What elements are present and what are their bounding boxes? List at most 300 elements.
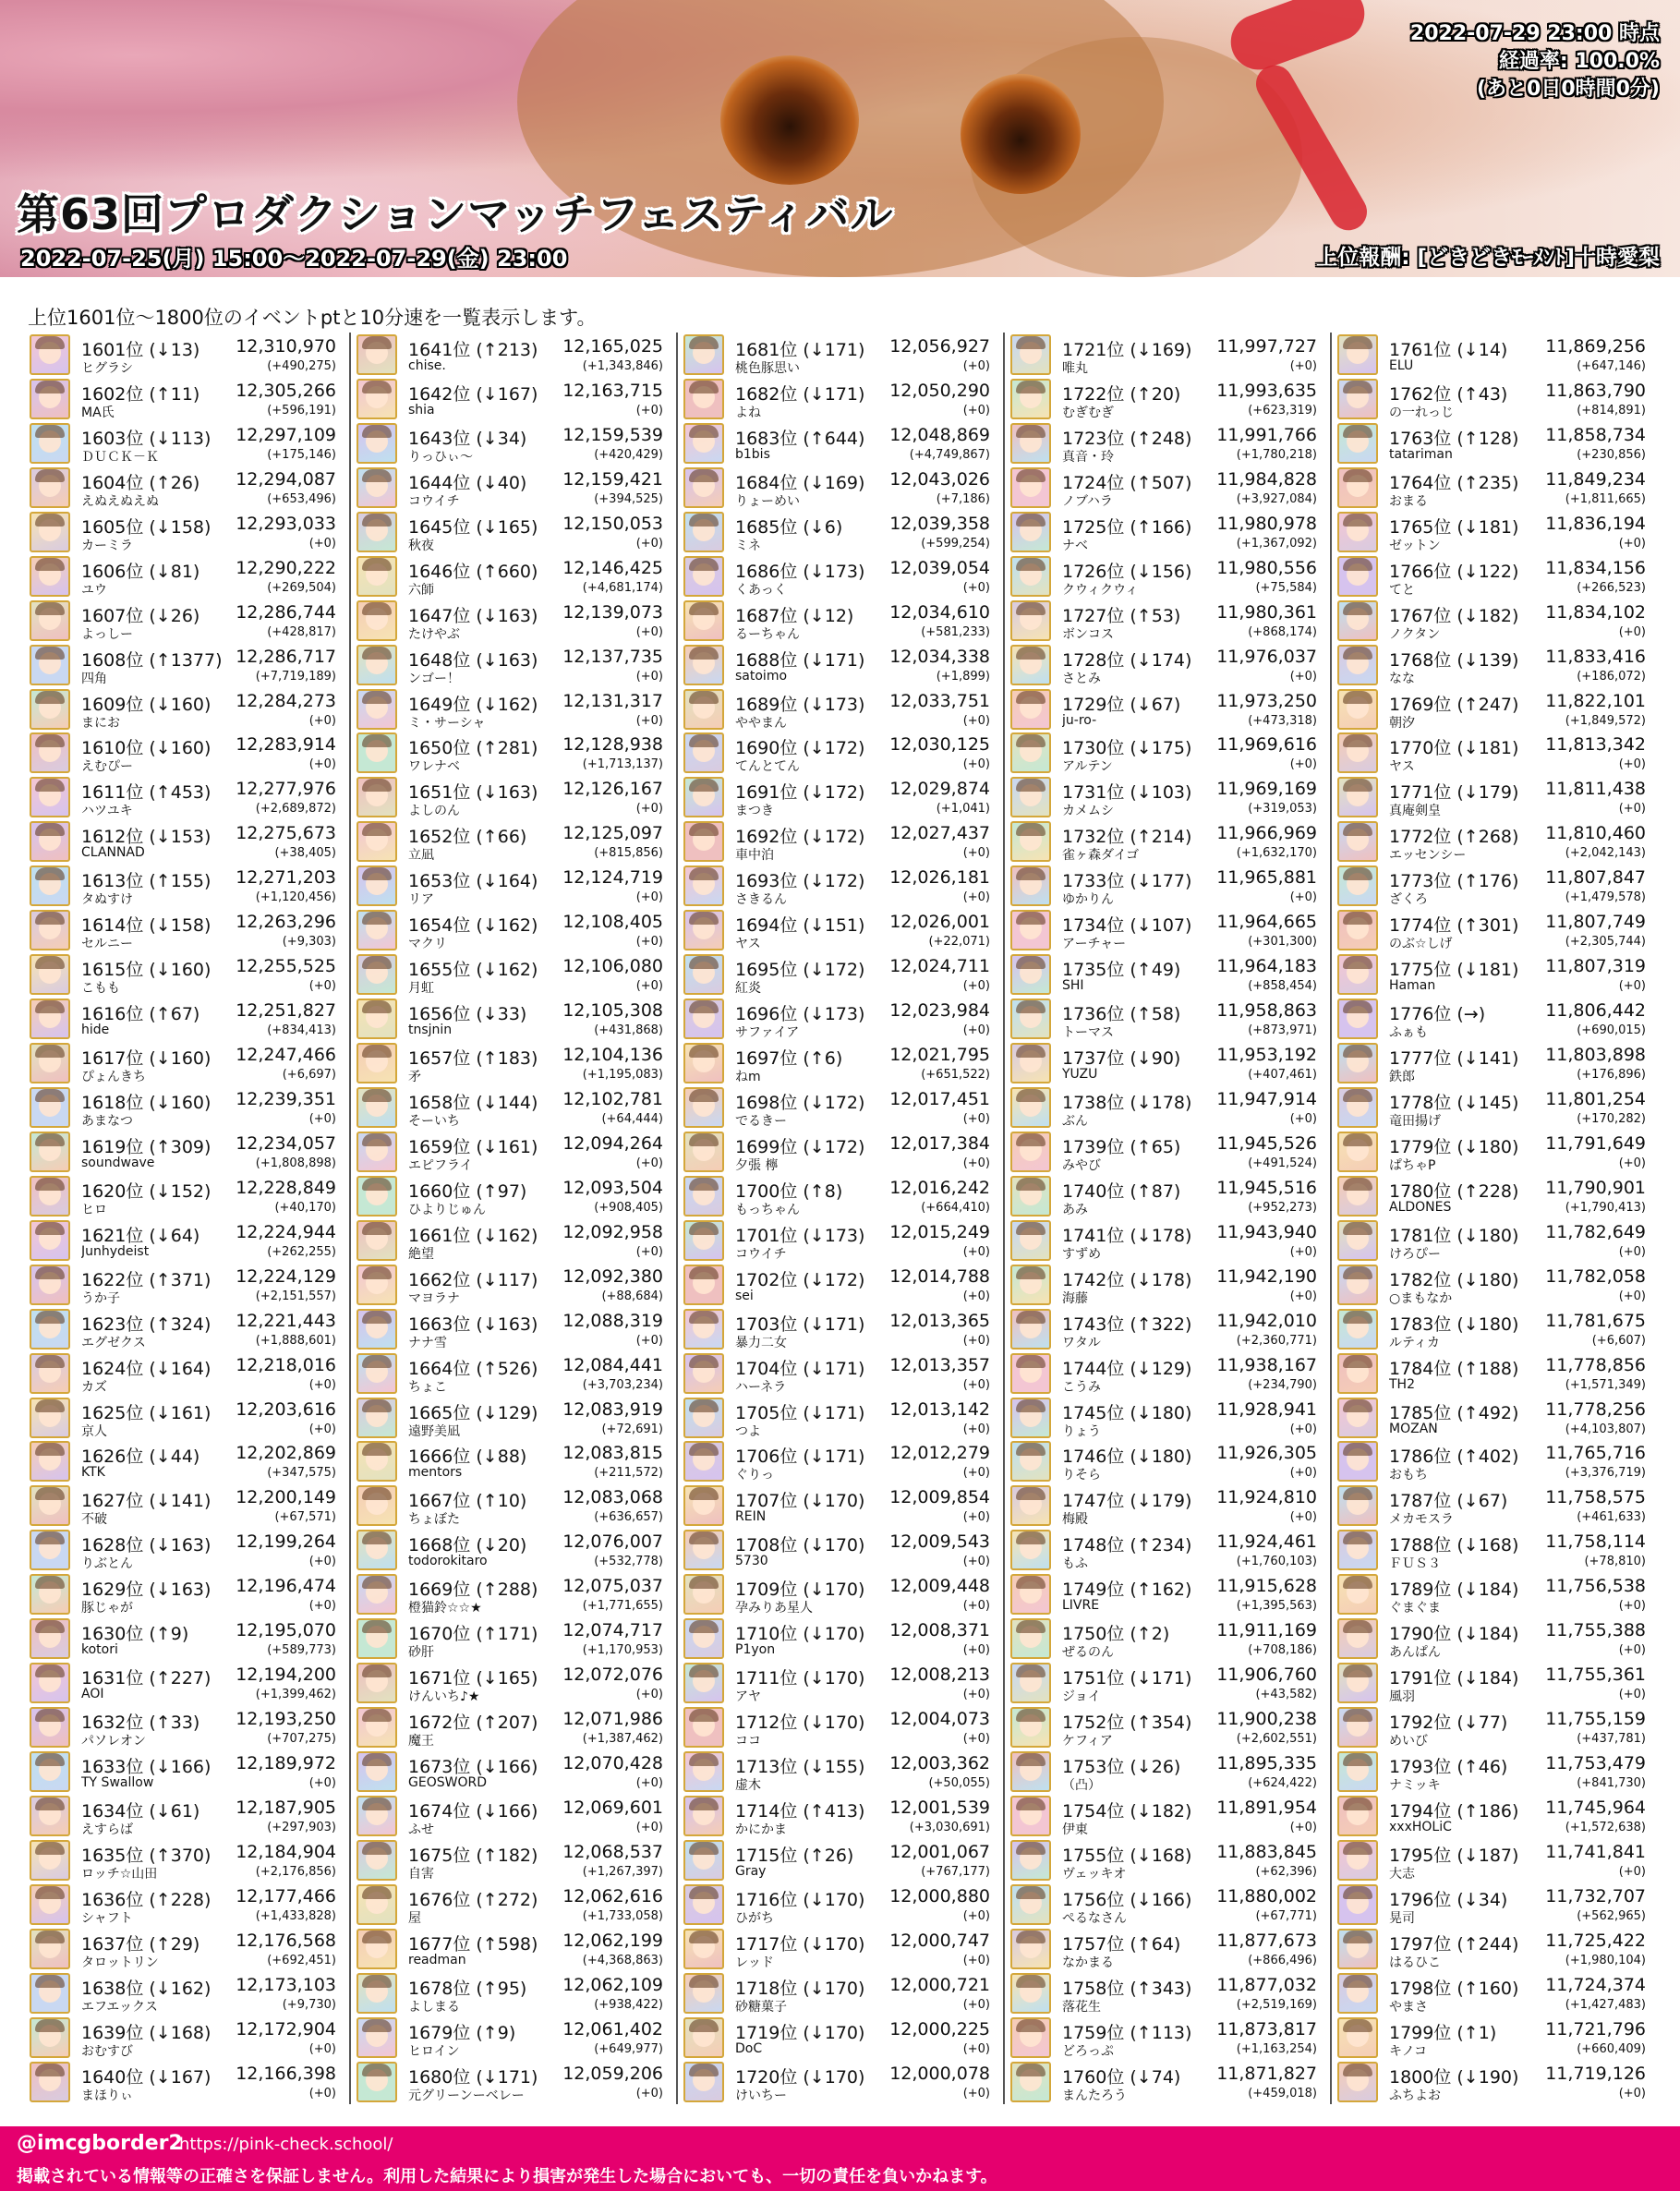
ten-minute-speed: (+599,254) bbox=[921, 536, 990, 551]
ranking-entry bbox=[1009, 421, 1330, 466]
ten-minute-speed: (+0) bbox=[962, 1997, 990, 2012]
producer-avatar bbox=[683, 1309, 724, 1350]
site-link[interactable]: https://pink-check.school/ bbox=[179, 2135, 393, 2154]
ranking-entry bbox=[682, 1483, 1003, 1528]
producer-avatar bbox=[683, 1398, 724, 1438]
producer-name: くあっく bbox=[735, 582, 787, 598]
rank-label: 1752位 (↑354) bbox=[1062, 1713, 1192, 1734]
producer-avatar bbox=[30, 1929, 70, 1969]
producer-name: でるきー bbox=[735, 1113, 787, 1129]
producer-name: 月虹 bbox=[408, 981, 434, 997]
ranking-entry bbox=[1009, 1307, 1330, 1351]
producer-avatar bbox=[30, 866, 70, 906]
producer-name: ふぁも bbox=[1389, 1025, 1428, 1041]
producer-avatar bbox=[1337, 1353, 1378, 1394]
producer-avatar bbox=[1337, 1176, 1378, 1217]
event-points: 12,275,673 bbox=[236, 823, 336, 844]
ranking-entry bbox=[682, 1218, 1003, 1263]
producer-name: えむぴー bbox=[81, 759, 133, 775]
rank-label: 1800位 (↓190) bbox=[1389, 2066, 1519, 2088]
producer-name: 四角 bbox=[81, 671, 107, 686]
producer-name: Haman bbox=[1389, 978, 1436, 994]
ranking-entry bbox=[1336, 1661, 1659, 1705]
event-points: 12,108,405 bbox=[562, 912, 663, 933]
event-title: 第63回プロダクションマッチフェスティバル bbox=[17, 189, 894, 239]
producer-name: ヤス bbox=[1389, 759, 1415, 775]
ranking-entry bbox=[1009, 377, 1330, 421]
ranking-entry bbox=[28, 1307, 349, 1351]
rank-label: 1636位 (↑228) bbox=[81, 1889, 212, 1910]
event-points: 12,163,715 bbox=[562, 380, 663, 401]
producer-name: ケフィア bbox=[1062, 1734, 1113, 1749]
ten-minute-speed: (+0) bbox=[1618, 1688, 1646, 1702]
ten-minute-speed: (+1,399,462) bbox=[255, 1688, 336, 1702]
producer-avatar bbox=[30, 334, 70, 375]
producer-name: 鉄郎 bbox=[1389, 1070, 1415, 1084]
ranking-entry bbox=[1336, 1927, 1659, 1971]
ten-minute-speed: (+4,681,174) bbox=[582, 580, 663, 595]
event-points: 11,924,461 bbox=[1216, 1531, 1317, 1553]
event-points: 11,756,538 bbox=[1545, 1576, 1646, 1597]
rank-label: 1734位 (↓107) bbox=[1062, 915, 1192, 937]
producer-name: 真音・玲 bbox=[1062, 449, 1114, 465]
producer-avatar bbox=[1337, 2062, 1378, 2102]
producer-avatar bbox=[357, 1220, 397, 1261]
banner-artwork-ribbon bbox=[1223, 0, 1372, 78]
ranking-entry bbox=[1336, 421, 1659, 466]
ten-minute-speed: (+262,255) bbox=[267, 1244, 336, 1259]
rank-label: 1785位 (↑492) bbox=[1389, 1402, 1519, 1423]
rank-label: 1678位 (↑95) bbox=[408, 1978, 527, 1999]
event-points: 11,964,183 bbox=[1216, 956, 1317, 977]
producer-name: ワタル bbox=[1062, 1335, 1101, 1350]
event-points: 12,228,849 bbox=[236, 1177, 336, 1198]
event-points: 12,088,319 bbox=[562, 1310, 663, 1331]
producer-avatar bbox=[1010, 866, 1051, 906]
ten-minute-speed: (+1,571,349) bbox=[1565, 1377, 1646, 1392]
ranking-entry bbox=[355, 1927, 676, 1971]
producer-name: 大志 bbox=[1389, 1866, 1415, 1882]
ranking-entry bbox=[1009, 1085, 1330, 1130]
producer-name: ヒロ bbox=[81, 1202, 107, 1217]
event-points: 12,083,815 bbox=[562, 1443, 663, 1464]
ranking-entry bbox=[355, 1483, 676, 1528]
producer-name: ハーネラ bbox=[735, 1379, 787, 1395]
producer-avatar bbox=[1010, 1309, 1051, 1350]
ranking-entry bbox=[355, 1174, 676, 1218]
rank-label: 1779位 (↓180) bbox=[1389, 1136, 1519, 1157]
ranking-entry bbox=[1336, 1572, 1659, 1616]
producer-name: ふちよお bbox=[1389, 2088, 1441, 2103]
producer-name: つよ bbox=[735, 1423, 761, 1439]
rank-label: 1619位 (↑309) bbox=[81, 1136, 212, 1157]
ranking-entry bbox=[355, 1439, 676, 1483]
producer-name: （凸） bbox=[1062, 1778, 1101, 1793]
ten-minute-speed: (+0) bbox=[1289, 359, 1317, 373]
ranking-entry bbox=[1009, 908, 1330, 952]
ten-minute-speed: (+67,571) bbox=[274, 1510, 336, 1525]
ten-minute-speed: (+2,176,856) bbox=[255, 1864, 336, 1879]
ten-minute-speed: (+40,170) bbox=[274, 1200, 336, 1215]
producer-avatar bbox=[357, 999, 397, 1039]
producer-avatar bbox=[357, 954, 397, 995]
producer-avatar bbox=[683, 732, 724, 773]
ranking-entry bbox=[1009, 1528, 1330, 1572]
producer-name: b1bis bbox=[735, 446, 770, 462]
ranking-entry bbox=[28, 421, 349, 466]
event-points: 11,858,734 bbox=[1545, 424, 1646, 445]
producer-name: エフエックス bbox=[81, 1999, 158, 2015]
producer-name: アルテン bbox=[1062, 759, 1113, 775]
producer-avatar bbox=[30, 821, 70, 862]
ten-minute-speed: (+2,360,771) bbox=[1236, 1333, 1317, 1348]
event-points: 12,009,448 bbox=[889, 1576, 990, 1597]
producer-avatar bbox=[357, 423, 397, 464]
ten-minute-speed: (+873,971) bbox=[1248, 1023, 1317, 1038]
producer-name: ルティカ bbox=[1389, 1335, 1440, 1350]
rank-label: 1745位 (↓180) bbox=[1062, 1402, 1192, 1423]
event-points: 11,906,760 bbox=[1216, 1664, 1317, 1686]
ranking-entry bbox=[28, 1572, 349, 1616]
event-points: 12,218,016 bbox=[236, 1354, 336, 1375]
ranking-entry bbox=[355, 2015, 676, 2060]
producer-name: tnsjnin bbox=[408, 1023, 453, 1038]
producer-name: トーマス bbox=[1062, 1025, 1114, 1041]
event-points: 12,027,437 bbox=[889, 823, 990, 844]
ten-minute-speed: (+0) bbox=[962, 1510, 990, 1525]
ten-minute-speed: (+407,461) bbox=[1248, 1068, 1317, 1082]
event-points: 11,836,194 bbox=[1545, 513, 1646, 534]
event-points: 12,062,109 bbox=[562, 1974, 663, 1995]
rank-label: 1714位 (↑413) bbox=[735, 1800, 865, 1822]
rank-label: 1706位 (↓171) bbox=[735, 1447, 865, 1468]
event-points: 12,021,795 bbox=[889, 1045, 990, 1065]
producer-name: ぶん bbox=[1062, 1113, 1088, 1129]
event-points: 11,928,941 bbox=[1216, 1398, 1317, 1420]
rank-label: 1667位 (↑10) bbox=[408, 1491, 527, 1512]
ten-minute-speed: (+461,633) bbox=[1577, 1510, 1646, 1525]
rank-label: 1616位 (↑67) bbox=[81, 1004, 200, 1025]
ranking-column bbox=[678, 333, 1005, 2104]
ten-minute-speed: (+1,771,655) bbox=[582, 1599, 663, 1614]
ranking-entry bbox=[28, 819, 349, 864]
ten-minute-speed: (+0) bbox=[962, 580, 990, 595]
rank-label: 1688位 (↓171) bbox=[735, 649, 865, 671]
rank-label: 1741位 (↓178) bbox=[1062, 1225, 1192, 1246]
event-points: 11,807,847 bbox=[1545, 867, 1646, 889]
rank-label: 1657位 (↑183) bbox=[408, 1048, 538, 1069]
ten-minute-speed: (+0) bbox=[635, 669, 663, 684]
event-points: 12,068,537 bbox=[562, 1841, 663, 1862]
producer-name: LIVRE bbox=[1062, 1598, 1100, 1614]
producer-avatar bbox=[1010, 334, 1051, 375]
event-points: 12,224,944 bbox=[236, 1221, 336, 1242]
event-points: 12,062,616 bbox=[562, 1885, 663, 1907]
producer-avatar bbox=[357, 1751, 397, 1792]
rank-label: 1677位 (↑598) bbox=[408, 1933, 538, 1955]
timestamp: 2022-07-29 23:00 時点 bbox=[1409, 22, 1660, 45]
producer-avatar bbox=[1337, 556, 1378, 597]
producer-avatar bbox=[30, 1707, 70, 1748]
producer-name: コウイチ bbox=[735, 1246, 787, 1262]
producer-name: ＤＵＣＫ－Ｋ bbox=[81, 449, 159, 465]
event-points: 12,106,080 bbox=[562, 956, 663, 977]
producer-name: てと bbox=[1389, 582, 1415, 598]
ten-minute-speed: (+0) bbox=[1289, 669, 1317, 684]
event-points: 12,017,384 bbox=[889, 1132, 990, 1154]
producer-name: キノコ bbox=[1389, 2043, 1428, 2059]
ranking-entry bbox=[1009, 1351, 1330, 1396]
producer-name: ELU bbox=[1389, 358, 1414, 373]
rank-label: 1738位 (↓178) bbox=[1062, 1092, 1192, 1113]
rank-label: 1624位 (↓164) bbox=[81, 1358, 212, 1379]
producer-name: ユウ bbox=[81, 582, 107, 598]
ranking-entry bbox=[1009, 864, 1330, 908]
producer-name: ひよりじゅん bbox=[408, 1202, 486, 1217]
rank-label: 1637位 (↑29) bbox=[81, 1933, 200, 1955]
ten-minute-speed: (+1,479,578) bbox=[1565, 890, 1646, 905]
event-points: 11,915,628 bbox=[1216, 1576, 1317, 1597]
event-points: 12,048,869 bbox=[889, 424, 990, 445]
event-points: 11,947,914 bbox=[1216, 1088, 1317, 1109]
event-points: 12,124,719 bbox=[562, 867, 663, 889]
producer-name: ゼットン bbox=[1389, 538, 1441, 553]
producer-avatar bbox=[30, 1087, 70, 1128]
ten-minute-speed: (+0) bbox=[635, 890, 663, 905]
ranking-entry bbox=[1009, 1749, 1330, 1794]
event-points: 12,263,296 bbox=[236, 912, 336, 933]
ten-minute-speed: (+319,053) bbox=[1248, 802, 1317, 817]
ranking-entry bbox=[1336, 554, 1659, 599]
producer-name: ざくろ bbox=[1389, 892, 1428, 908]
producer-name: ボンコス bbox=[1062, 626, 1114, 642]
ranking-entry bbox=[682, 1174, 1003, 1218]
event-points: 11,973,250 bbox=[1216, 690, 1317, 711]
ten-minute-speed: (+4,368,863) bbox=[582, 1953, 663, 1967]
producer-name: 自害 bbox=[408, 1866, 434, 1882]
ranking-entry bbox=[682, 554, 1003, 599]
rank-label: 1698位 (↓172) bbox=[735, 1092, 865, 1113]
producer-name: さとみ bbox=[1062, 671, 1101, 686]
ranking-entry bbox=[1009, 1794, 1330, 1838]
event-points: 12,013,357 bbox=[889, 1354, 990, 1375]
rank-label: 1718位 (↓170) bbox=[735, 1978, 865, 1999]
ranking-entry bbox=[355, 819, 676, 864]
rank-label: 1776位 (→) bbox=[1389, 1004, 1486, 1025]
event-points: 12,029,874 bbox=[889, 779, 990, 800]
ranking-entry bbox=[682, 1572, 1003, 1616]
producer-avatar bbox=[683, 1884, 724, 1925]
event-points: 11,976,037 bbox=[1216, 646, 1317, 667]
ten-minute-speed: (+649,977) bbox=[594, 2041, 663, 2056]
ranking-entry bbox=[28, 1041, 349, 1085]
producer-avatar bbox=[1010, 512, 1051, 552]
ten-minute-speed: (+0) bbox=[308, 536, 336, 551]
ten-minute-speed: (+2,689,872) bbox=[255, 802, 336, 817]
producer-avatar bbox=[1010, 777, 1051, 817]
rank-label: 1654位 (↓162) bbox=[408, 915, 538, 937]
producer-avatar bbox=[30, 1441, 70, 1482]
rank-label: 1682位 (↓171) bbox=[735, 383, 865, 405]
ranking-entry bbox=[355, 1307, 676, 1351]
event-points: 12,194,200 bbox=[236, 1664, 336, 1686]
ranking-column bbox=[1332, 333, 1659, 2104]
producer-name: のぶ☆しげ bbox=[1389, 937, 1453, 952]
producer-avatar bbox=[357, 645, 397, 685]
producer-name: 落花生 bbox=[1062, 1999, 1101, 2015]
ten-minute-speed: (+660,409) bbox=[1577, 2041, 1646, 2056]
event-points: 11,849,234 bbox=[1545, 468, 1646, 490]
producer-avatar bbox=[1010, 954, 1051, 995]
ten-minute-speed: (+0) bbox=[962, 1023, 990, 1038]
producer-avatar bbox=[683, 2017, 724, 2058]
producer-name: 砂肝 bbox=[408, 1645, 434, 1661]
rank-label: 1691位 (↓172) bbox=[735, 782, 865, 804]
producer-avatar bbox=[1337, 1043, 1378, 1083]
producer-avatar bbox=[1010, 1265, 1051, 1305]
ranking-entry bbox=[1336, 952, 1659, 997]
ten-minute-speed: (+0) bbox=[962, 2086, 990, 2100]
rank-label: 1754位 (↓182) bbox=[1062, 1800, 1192, 1822]
rank-label: 1736位 (↑58) bbox=[1062, 1004, 1181, 1025]
ten-minute-speed: (+64,444) bbox=[601, 1111, 663, 1126]
ranking-entry bbox=[28, 1661, 349, 1705]
header-banner bbox=[0, 0, 1680, 277]
ten-minute-speed: (+211,572) bbox=[594, 1466, 663, 1481]
producer-name: REIN bbox=[735, 1509, 767, 1525]
rank-label: 1774位 (↑301) bbox=[1389, 915, 1519, 937]
event-points: 11,891,954 bbox=[1216, 1797, 1317, 1818]
producer-avatar bbox=[30, 2062, 70, 2102]
producer-name: まにお bbox=[81, 715, 120, 731]
event-points: 12,039,358 bbox=[889, 513, 990, 534]
rank-label: 1783位 (↓180) bbox=[1389, 1313, 1519, 1335]
ten-minute-speed: (+4,103,807) bbox=[1565, 1422, 1646, 1436]
producer-avatar bbox=[1010, 1707, 1051, 1748]
producer-name: ンゴー！ bbox=[408, 671, 460, 686]
rank-label: 1623位 (↑324) bbox=[81, 1313, 212, 1335]
producer-avatar bbox=[30, 1176, 70, 1217]
event-points: 11,911,169 bbox=[1216, 1620, 1317, 1641]
event-points: 11,781,675 bbox=[1545, 1310, 1646, 1331]
producer-avatar bbox=[1010, 1043, 1051, 1083]
producer-avatar bbox=[1337, 910, 1378, 950]
ten-minute-speed: (+0) bbox=[962, 1908, 990, 1923]
event-points: 12,033,751 bbox=[889, 690, 990, 711]
event-points: 12,286,744 bbox=[236, 601, 336, 623]
event-points: 12,050,290 bbox=[889, 380, 990, 401]
producer-name: 竜田揚げ bbox=[1389, 1113, 1441, 1129]
rank-label: 1721位 (↓169) bbox=[1062, 340, 1192, 360]
producer-name: メカモスラ bbox=[1389, 1512, 1454, 1528]
twitter-handle[interactable]: @imcgborder2 bbox=[17, 2132, 183, 2155]
ranking-entry bbox=[682, 1130, 1003, 1174]
producer-avatar bbox=[30, 2017, 70, 2058]
producer-avatar bbox=[30, 1353, 70, 1394]
producer-avatar bbox=[357, 334, 397, 375]
event-points: 12,003,362 bbox=[889, 1753, 990, 1773]
event-points: 11,991,766 bbox=[1216, 424, 1317, 445]
event-points: 11,807,749 bbox=[1545, 912, 1646, 933]
rank-label: 1659位 (↓161) bbox=[408, 1136, 538, 1157]
ranking-entry bbox=[1009, 1041, 1330, 1085]
event-points: 11,942,010 bbox=[1216, 1310, 1317, 1331]
producer-avatar bbox=[683, 1043, 724, 1083]
producer-name: 暴力二女 bbox=[735, 1335, 787, 1350]
rank-label: 1761位 (↓14) bbox=[1389, 340, 1508, 360]
producer-avatar bbox=[30, 910, 70, 950]
producer-name: サファイア bbox=[735, 1025, 800, 1041]
ten-minute-speed: (+50,055) bbox=[928, 1776, 990, 1790]
rank-label: 1725位 (↑166) bbox=[1062, 516, 1192, 538]
rank-label: 1697位 (↑6) bbox=[735, 1048, 843, 1069]
event-points: 12,199,264 bbox=[236, 1531, 336, 1553]
rank-label: 1742位 (↓178) bbox=[1062, 1269, 1192, 1290]
ranking-entry bbox=[355, 643, 676, 687]
ten-minute-speed: (+1,343,846) bbox=[582, 359, 663, 373]
ranking-entry bbox=[28, 1351, 349, 1396]
ranking-entry bbox=[682, 731, 1003, 775]
event-points: 12,247,466 bbox=[236, 1045, 336, 1065]
event-points: 12,000,225 bbox=[889, 2018, 990, 2040]
ranking-entry bbox=[355, 1396, 676, 1440]
event-points: 12,074,717 bbox=[562, 1620, 663, 1641]
rank-label: 1679位 (↑9) bbox=[408, 2022, 516, 2043]
ranking-entry bbox=[682, 1794, 1003, 1838]
producer-name: 梅殿 bbox=[1062, 1512, 1088, 1528]
ranking-entry bbox=[355, 421, 676, 466]
producer-avatar bbox=[683, 1087, 724, 1128]
event-points: 12,026,181 bbox=[889, 867, 990, 889]
ten-minute-speed: (+0) bbox=[962, 403, 990, 418]
ranking-entry bbox=[355, 908, 676, 952]
producer-name: ＦＵＳ３ bbox=[1389, 1556, 1441, 1572]
rank-label: 1685位 (↓6) bbox=[735, 516, 843, 538]
event-points: 12,014,788 bbox=[889, 1265, 990, 1287]
rank-label: 1603位 (↓113) bbox=[81, 428, 212, 449]
ten-minute-speed: (+394,525) bbox=[594, 491, 663, 506]
ten-minute-speed: (+22,071) bbox=[928, 935, 990, 950]
producer-name: ナナ雪 bbox=[408, 1335, 447, 1350]
status-panel bbox=[1410, 20, 1660, 103]
ranking-entry bbox=[355, 1130, 676, 1174]
rank-label: 1780位 (↑228) bbox=[1389, 1180, 1519, 1202]
producer-name: ぐりっ bbox=[735, 1468, 774, 1483]
ranking-entry bbox=[355, 731, 676, 775]
event-points: 11,997,727 bbox=[1216, 336, 1317, 357]
event-points: 12,061,402 bbox=[562, 2018, 663, 2040]
producer-name: もっちゃん bbox=[735, 1202, 800, 1217]
ten-minute-speed: (+0) bbox=[635, 1776, 663, 1790]
producer-avatar bbox=[357, 1398, 397, 1438]
event-points: 12,013,365 bbox=[889, 1310, 990, 1331]
producer-avatar bbox=[1010, 1530, 1051, 1570]
event-points: 11,758,114 bbox=[1545, 1531, 1646, 1553]
ten-minute-speed: (+858,454) bbox=[1248, 979, 1317, 994]
intro-text: 上位1601位～1800位のイベントptと10分速を一覧表示します。 bbox=[28, 307, 597, 329]
ranking-entry bbox=[28, 1882, 349, 1927]
producer-name: MA氏 bbox=[81, 405, 115, 420]
producer-name: むぎむぎ bbox=[1062, 405, 1114, 420]
ten-minute-speed: (+841,730) bbox=[1577, 1776, 1646, 1790]
ten-minute-speed: (+866,496) bbox=[1248, 1953, 1317, 1967]
producer-name: アヤ bbox=[735, 1689, 761, 1705]
rank-label: 1723位 (↑248) bbox=[1062, 428, 1192, 449]
rank-label: 1710位 (↓170) bbox=[735, 1624, 865, 1645]
event-points: 11,721,796 bbox=[1545, 2018, 1646, 2040]
rank-label: 1676位 (↑272) bbox=[408, 1889, 538, 1910]
producer-avatar bbox=[683, 999, 724, 1039]
